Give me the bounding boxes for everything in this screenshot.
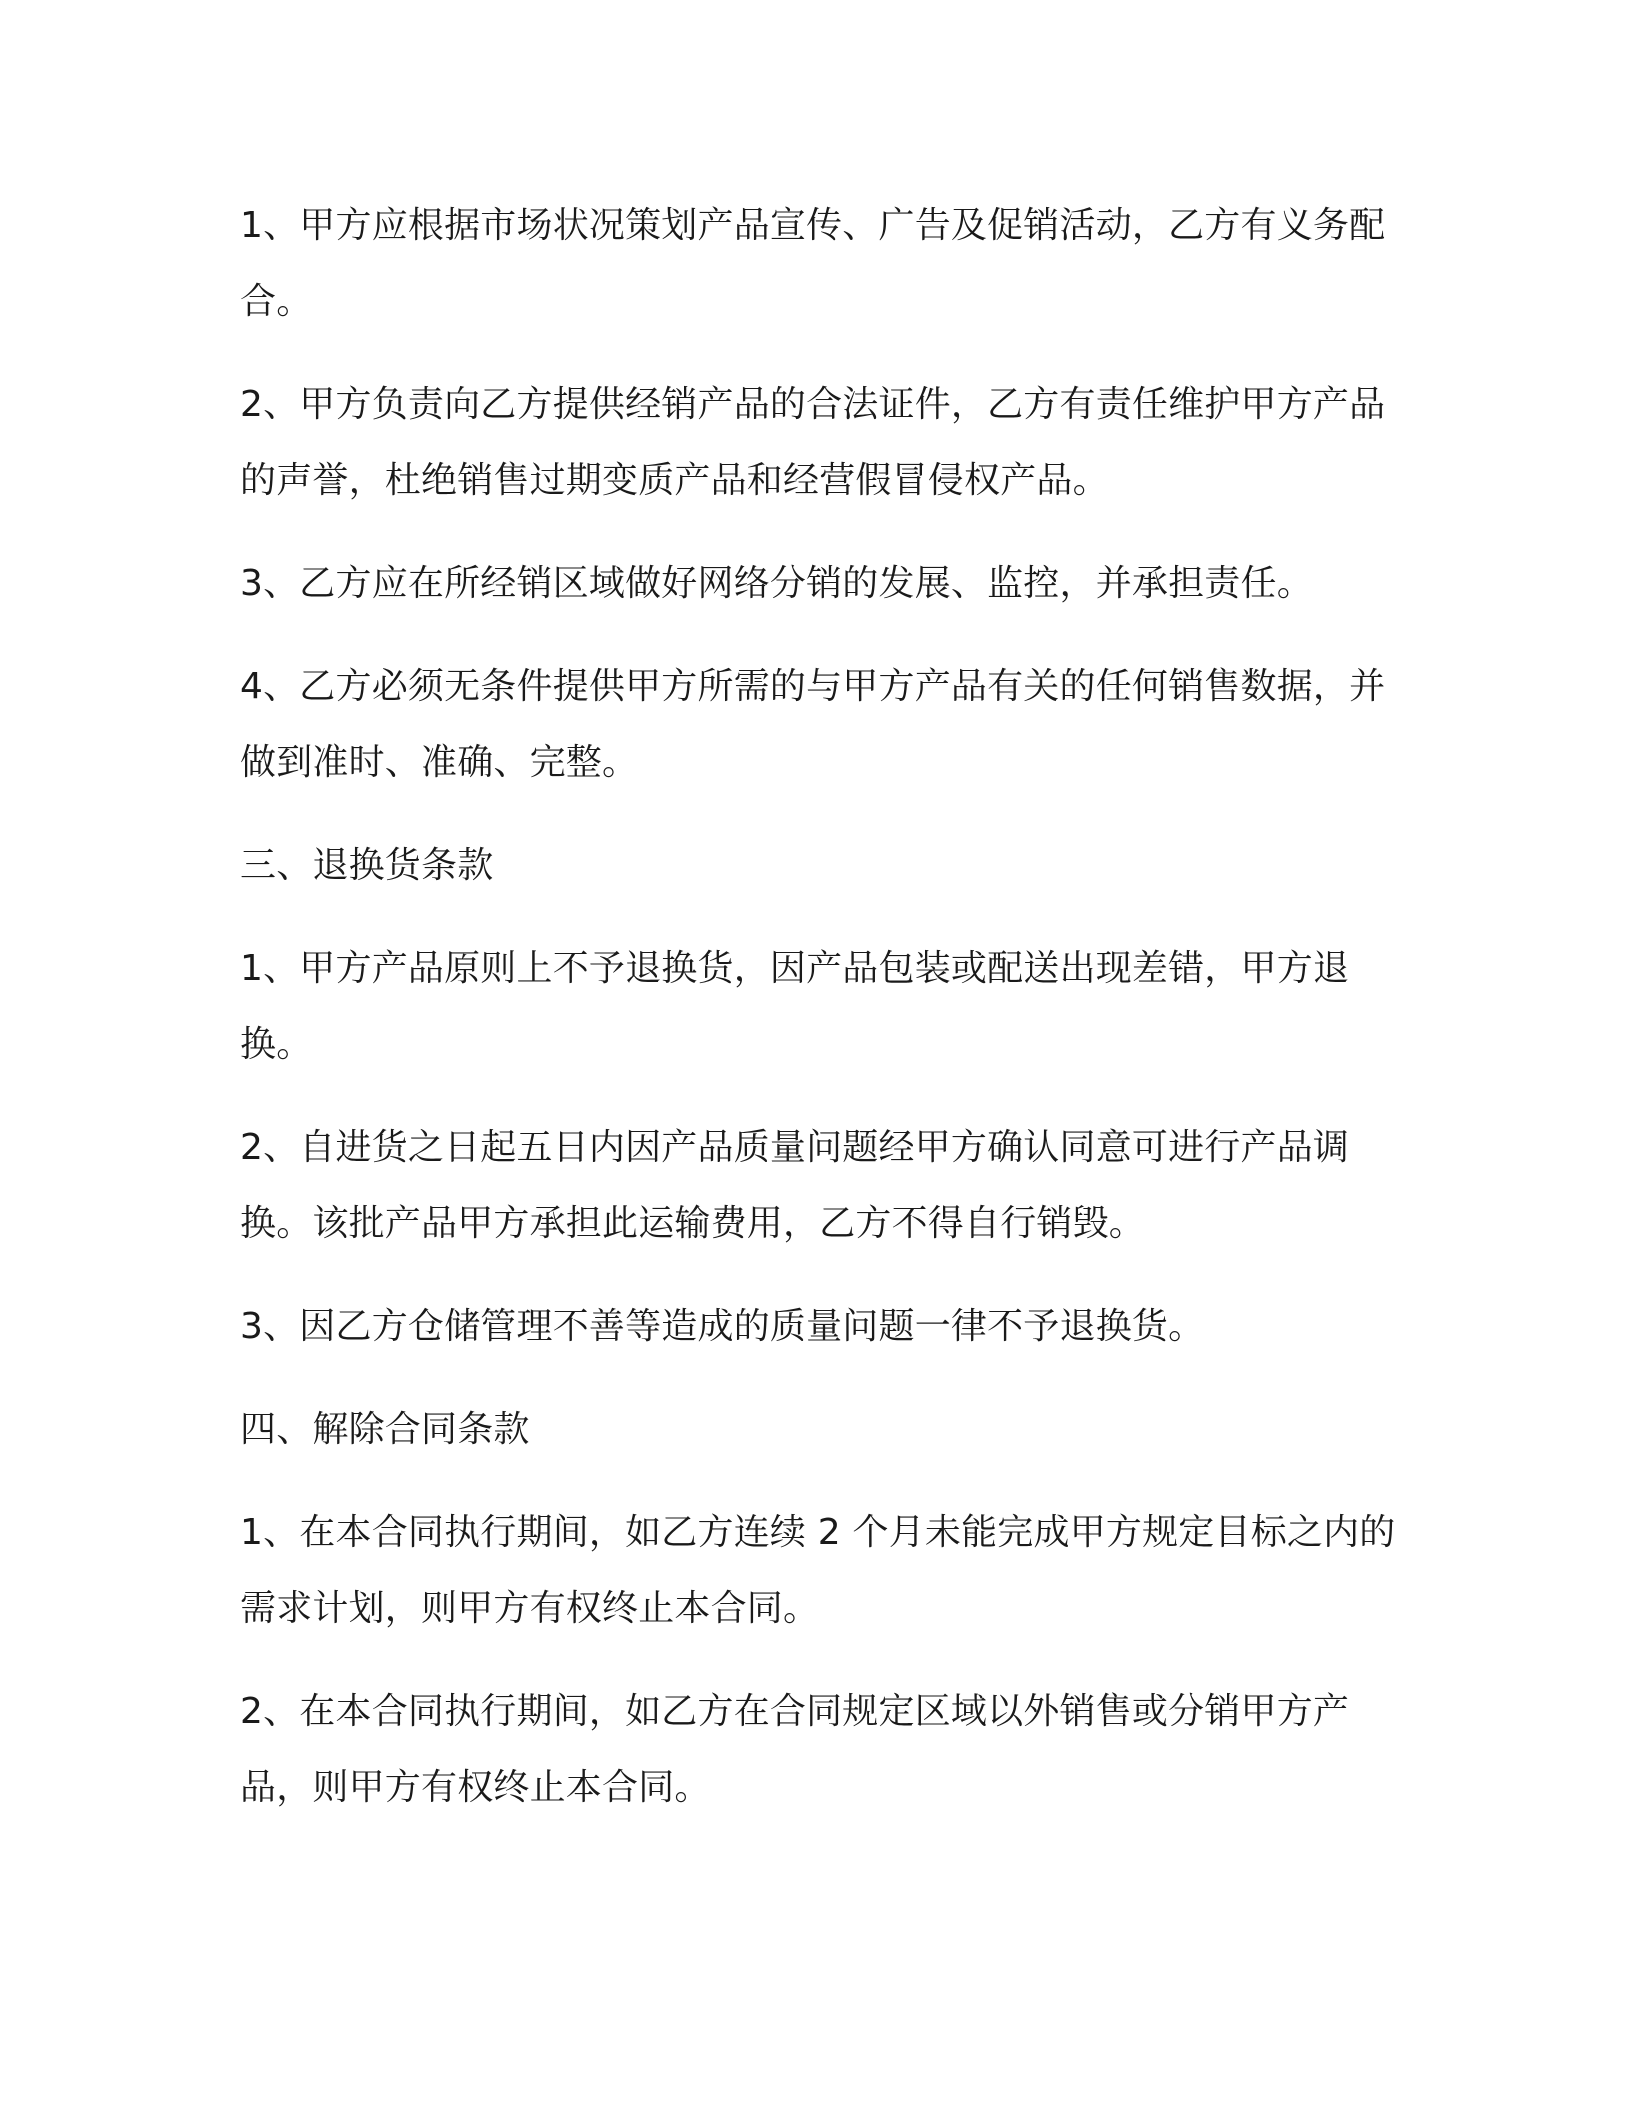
clause-4-1: 1、在本合同执行期间，如乙方连续 2 个月未能完成甲方规定目标之内的需求计划，则甲方有权终止本合同。	[240, 1512, 1396, 1629]
clause-3-1: 1、甲方产品原则上不予退换货，因产品包装或配送出现差错，甲方退换。	[240, 948, 1350, 1065]
clause-2-4: 4、乙方必须无条件提供甲方所需的与甲方产品有关的任何销售数据，并做到准时、准确、完整。	[240, 666, 1386, 783]
clause-2-3: 3、乙方应在所经销区域做好网络分销的发展、监控，并承担责任。	[240, 563, 1313, 604]
document-body	[240, 188, 1400, 1853]
clause-2-1: 1、甲方应根据市场状况策划产品宣传、广告及促销活动，乙方有义务配合。	[240, 205, 1386, 322]
clause-2-2: 2、甲方负责向乙方提供经销产品的合法证件，乙方有责任维护甲方产品的声誉，杜绝销售过期变质产品和经营假冒侵权产品。	[240, 384, 1386, 501]
section-heading-returns: 三、退换货条款	[240, 845, 494, 886]
clause-3-3: 3、因乙方仓储管理不善等造成的质量问题一律不予退换货。	[240, 1306, 1205, 1347]
section-heading-termination: 四、解除合同条款	[240, 1409, 530, 1450]
clause-3-2: 2、自进货之日起五日内因产品质量问题经甲方确认同意可进行产品调换。该批产品甲方承担此运输费用，乙方不得自行销毁。	[240, 1127, 1350, 1244]
clause-4-2: 2、在本合同执行期间，如乙方在合同规定区域以外销售或分销甲方产品，则甲方有权终止本合同。	[240, 1691, 1350, 1808]
